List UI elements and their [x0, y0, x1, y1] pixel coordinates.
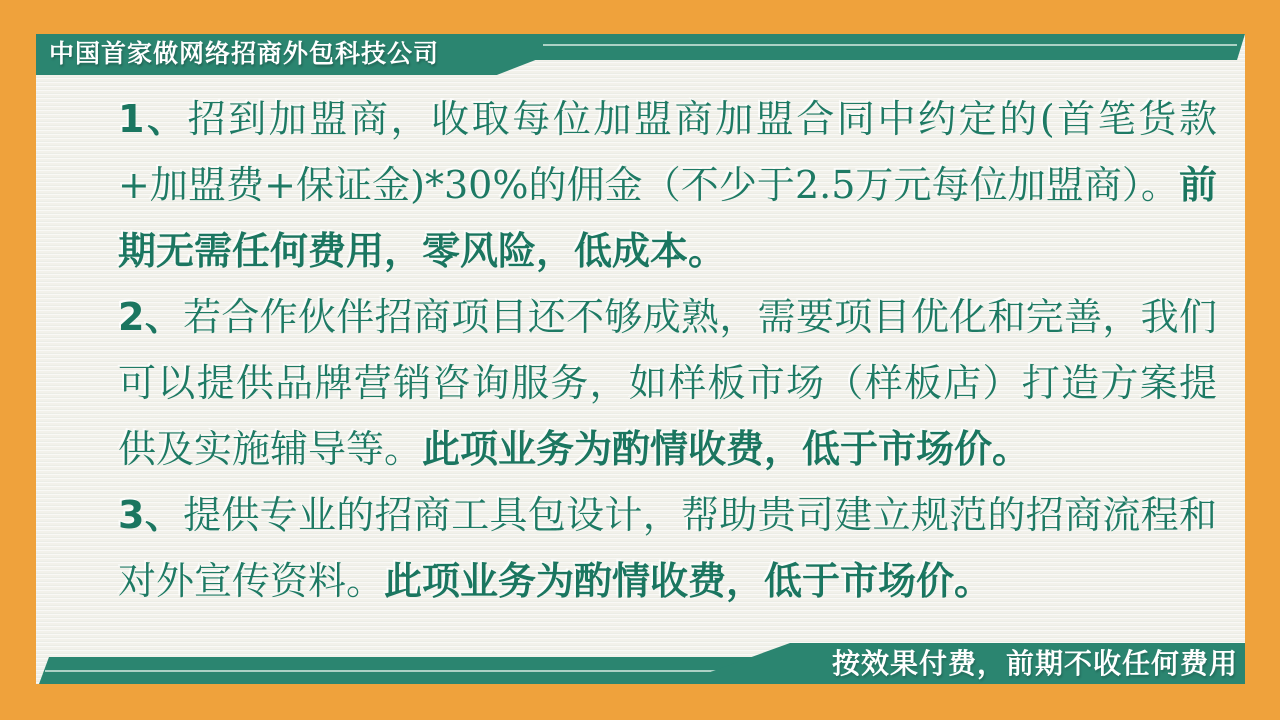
- text-run: 招到加盟商，收取每位加盟商加盟合同中约定的(首笔货款+加盟费+保证金)*30%的佣金（不少于2.5万元每位加盟商）。: [118, 97, 1217, 207]
- footer-accent-line: [45, 670, 737, 672]
- footer-slogan: 按效果付费，前期不收任何费用: [831, 648, 1238, 679]
- text-run: 若合作伙伴招商项目还不够成熟，需要项目优化和完善，我们可以提供品牌营销咨询服务，如样板市场（样板店）打造方案提供及实施辅导等。: [118, 295, 1217, 471]
- page-title: 中国首家做网络招商外包科技公司: [49, 40, 440, 68]
- paragraph: [118, 284, 1217, 482]
- item-number: 1、: [118, 97, 188, 141]
- item-number: 3、: [118, 493, 184, 537]
- bold-text-run: 此项业务为酌情收费，低于市场价。: [422, 426, 1031, 471]
- header-accent-line: [543, 44, 1237, 46]
- bold-text-run: 此项业务为酌情收费，低于市场价。: [384, 558, 993, 603]
- paragraph: [118, 86, 1217, 284]
- bold-text-run: 前期无需任何费用，零风险，低成本。: [118, 162, 1217, 273]
- text-run: 提供专业的招商工具包设计，帮助贵司建立规范的招商流程和对外宣传资料。: [118, 493, 1217, 603]
- paragraph: [118, 482, 1217, 614]
- item-number: 2、: [118, 295, 184, 339]
- slide-paper: [36, 34, 1245, 684]
- body-paragraphs: [118, 86, 1217, 614]
